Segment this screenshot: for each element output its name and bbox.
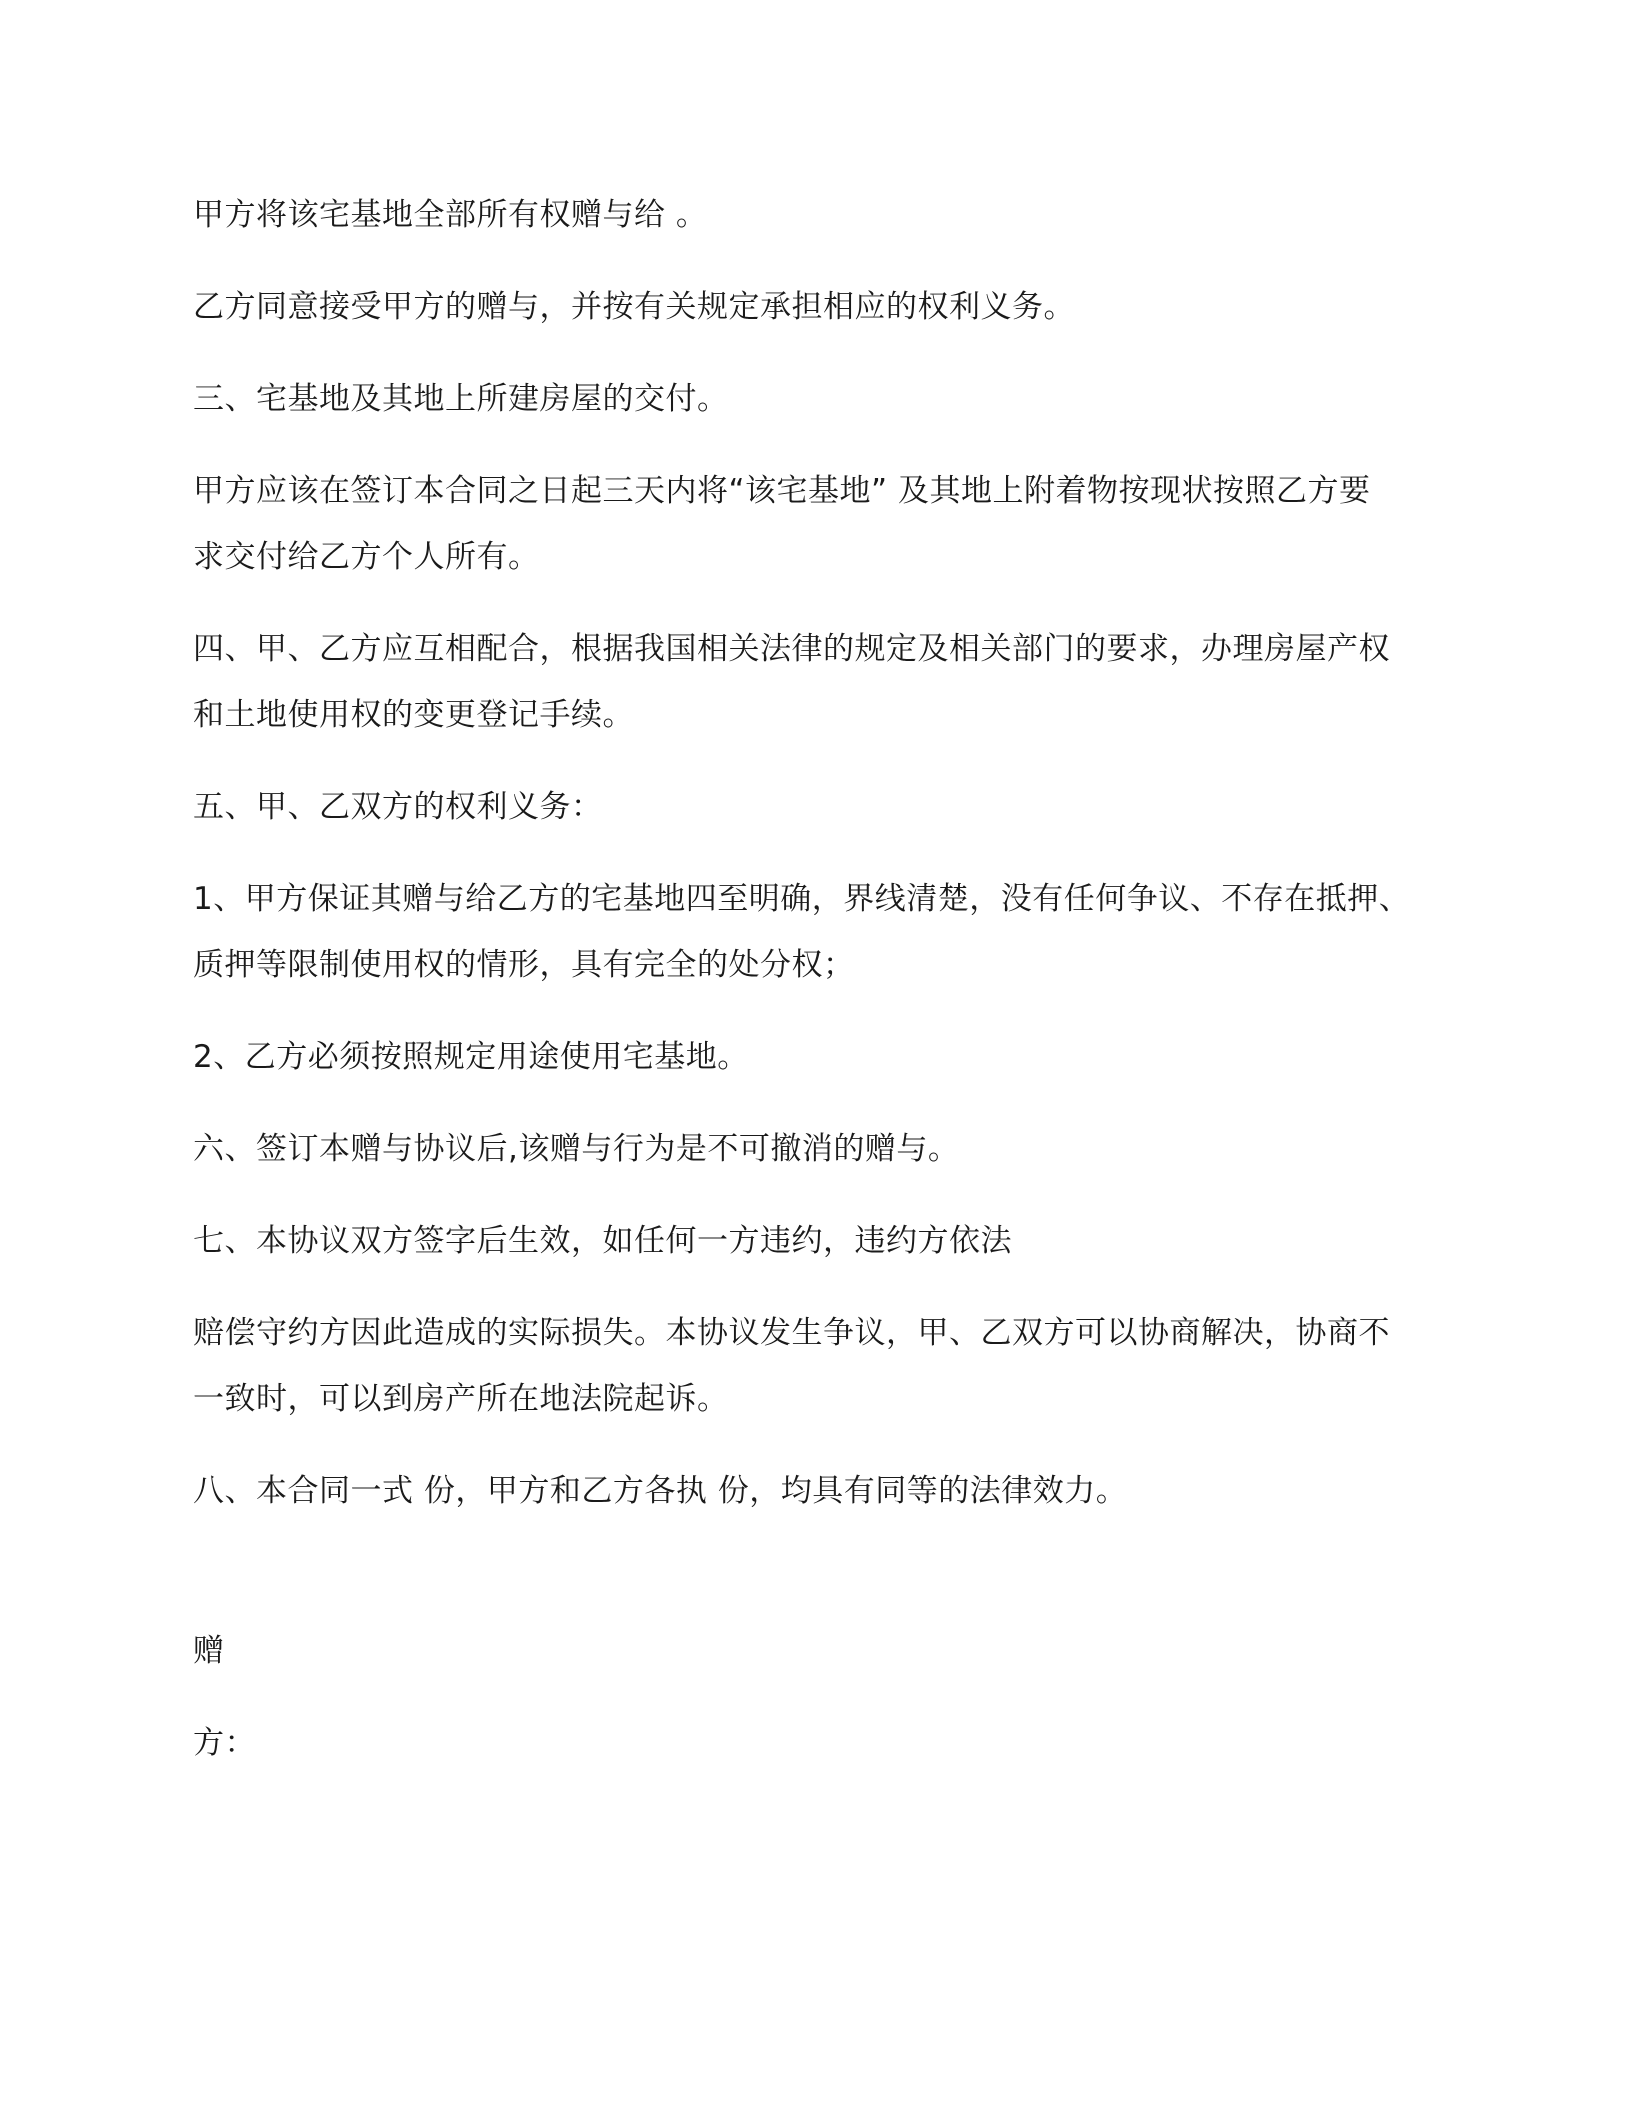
section-heading: 七、本协议双方签字后生效，如任何一方违约，违约方依法 [193, 1223, 1012, 1259]
text-line: 乙方同意接受甲方的赠与，并按有关规定承担相应的权利义务。 [193, 289, 1075, 325]
text-line: 求交付给乙方个人所有。 [193, 539, 540, 575]
text-line: 质押等限制使用权的情形，具有完全的处分权； [193, 947, 855, 983]
signature-label: 赠 [193, 1633, 225, 1669]
section-heading: 三、宅基地及其地上所建房屋的交付。 [193, 381, 729, 417]
text-line: 和土地使用权的变更登记手续。 [193, 697, 634, 733]
text-line: 赔偿守约方因此造成的实际损失。本协议发生争议，甲、乙双方可以协商解决，协商不 [193, 1315, 1390, 1351]
text-line: 甲方应该在签订本合同之日起三天内将“该宅基地” 及其地上附着物按现状按照乙方要 [193, 473, 1371, 509]
section-heading: 八、本合同一式 份，甲方和乙方各执 份，均具有同等的法律效力。 [193, 1473, 1128, 1509]
signature-label: 方： [193, 1725, 256, 1761]
section-heading: 六、签订本赠与协议后,该赠与行为是不可撤消的赠与。 [193, 1131, 960, 1167]
list-item: 2、乙方必须按照规定用途使用宅基地。 [193, 1039, 749, 1075]
section-heading: 四、甲、乙方应互相配合，根据我国相关法律的规定及相关部门的要求，办理房屋产权 [193, 631, 1390, 667]
text-line: 一致时，可以到房产所在地法院起诉。 [193, 1381, 729, 1417]
section-heading: 五、甲、乙双方的权利义务： [193, 789, 603, 825]
text-line: 甲方将该宅基地全部所有权赠与给 。 [193, 197, 708, 233]
list-item: 1、甲方保证其赠与给乙方的宅基地四至明确，界线清楚，没有任何争议、不存在抵押、 [193, 881, 1411, 917]
